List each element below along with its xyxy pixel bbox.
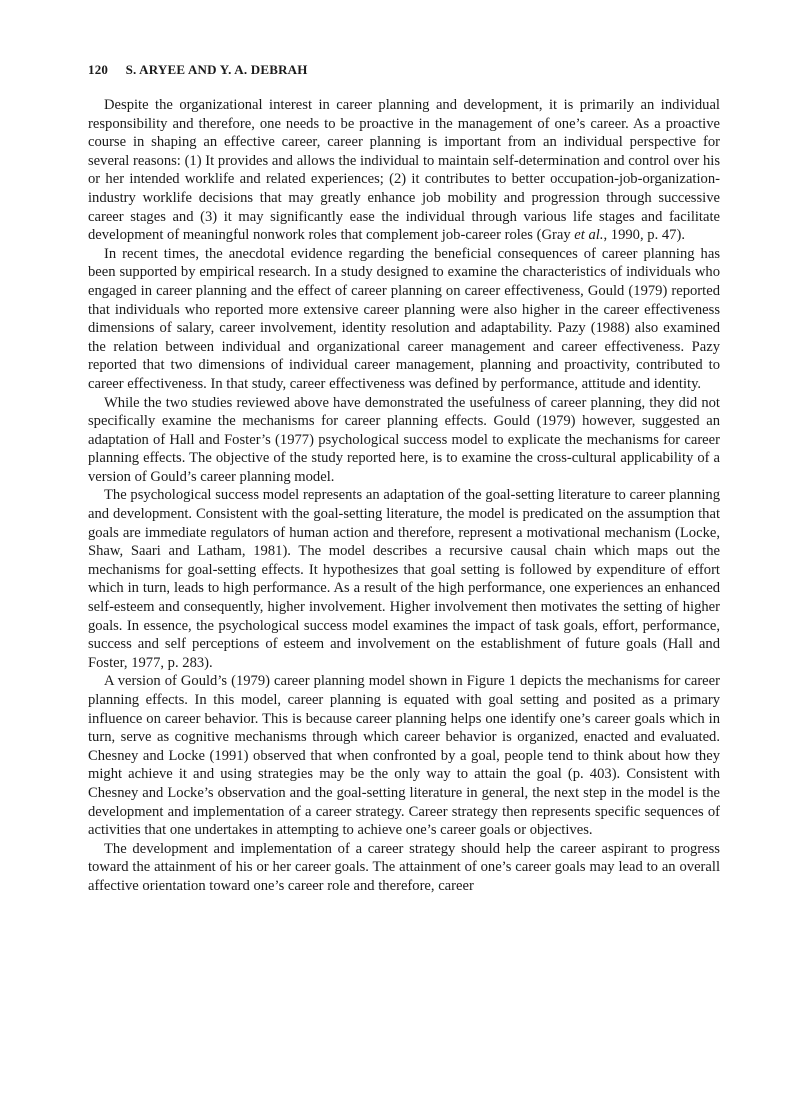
text-run: The development and implementation of a career strategy should help the career aspirant to progress toward the attainment of his or her career goals. The attainment of one’s career goals may lead to an overall affective orientation toward one’s career role and therefore, career bbox=[88, 840, 720, 894]
page-number: 120 bbox=[88, 62, 109, 77]
running-head-authors: S. ARYEE AND Y. A. DEBRAH bbox=[125, 62, 308, 77]
text-run: While the two studies reviewed above have demonstrated the usefulness of career planning, they did not specifically examine the mechanisms for career planning effects. Gould (1979) however, suggested an adaptation of Hall and Foster’s (1977) psychological success model to explicate the mechanisms for career planning effects. The objective of the study reported here, is to examine the cross-cultural applicability of a version of Gould’s career planning model. bbox=[88, 394, 720, 485]
text-run: The psychological success model represents an adaptation of the goal-setting literature to career planning and development. Consistent with the goal-setting literature, the model is predicated on the assumption that goals are immediate regulators of human action and therefore, represent a motivational mechanism (Locke, Shaw, Saari and Latham, 1981). The model describes a recursive causal chain which maps out the mechanisms for goal-setting effects. It hypothesizes that goal setting is followed by expenditure of effort which in turn, leads to high performance. As a result of the high performance, one experiences an enhanced self-esteem and consequently, higher involvement. Higher involvement then motivates the setting of higher goals. In essence, the psychological success model examines the impact of task goals, effort, performance, success and self perceptions of esteem and involvement on the establishment of future goals (Hall and Foster, 1977, p. 283). bbox=[88, 487, 720, 671]
text-run: In recent times, the anecdotal evidence regarding the beneficial consequences of career planning has been supported by empirical research. In a study designed to examine the characteristics of individuals who engaged in career planning and the effect of career planning on career effectiveness, Gould (1979) reported that individuals who reported more extensive career planning were also higher in the career effectiveness dimensions of salary, career involvement, identity resolution and adaptability. Pazy (1988) also examined the relation between individual and organizational career management and career effectiveness. Pazy reported that two dimensions of individual career management, planning and proactivity, contributed to career effectiveness. In that study, career effectiveness was defined by performance, attitude and identity. bbox=[88, 245, 720, 392]
paragraph bbox=[88, 96, 720, 245]
paragraph bbox=[88, 486, 720, 672]
body-text bbox=[88, 96, 720, 896]
text-run: , 1990, p. 47). bbox=[603, 227, 685, 244]
paragraph bbox=[88, 394, 720, 487]
text-run: A version of Gould’s (1979) career planning model shown in Figure 1 depicts the mechanisms for career planning effects. In this model, career planning is equated with goal setting and posited as a primary influence on career behavior. This is because career planning helps one identify one’s career goals which in turn, serve as cognitive mechanisms through which career behavior is organized, enacted and evaluated. Chesney and Locke (1991) observed that when confronted by a goal, people tend to think about how they might achieve it and using strategies may be the only way to attain the goal (p. 403). Consistent with Chesney and Locke’s observation and the goal-setting literature in general, the next step in the model is the development and implementation of a career strategy. Career strategy then represents specific sequences of activities that one undertakes in attempting to achieve one’s career goals or objectives. bbox=[88, 673, 720, 839]
paragraph bbox=[88, 245, 720, 394]
paragraph bbox=[88, 672, 720, 839]
paragraph bbox=[88, 840, 720, 896]
text-run: Despite the organizational interest in career planning and development, it is primarily an individual responsibility and therefore, one needs to be proactive in the management of one’s career. As a proactive course in shaping an effective career, career planning is important from an individual perspective for several reasons: (1) It provides and allows the individual to maintain self-determination and control over his or her intended worklife and related experiences; (2) it contributes to better occupation-job-organization-industry worklife decisions that may greatly enhance job mobility and progression through successive career stages and (3) it may significantly ease the individual through various life stages and facilitate development of meaningful nonwork roles that complement job-career roles (Gray bbox=[88, 97, 720, 244]
text-run-italic: et al. bbox=[574, 227, 604, 244]
page bbox=[88, 62, 720, 896]
running-head bbox=[88, 62, 720, 78]
